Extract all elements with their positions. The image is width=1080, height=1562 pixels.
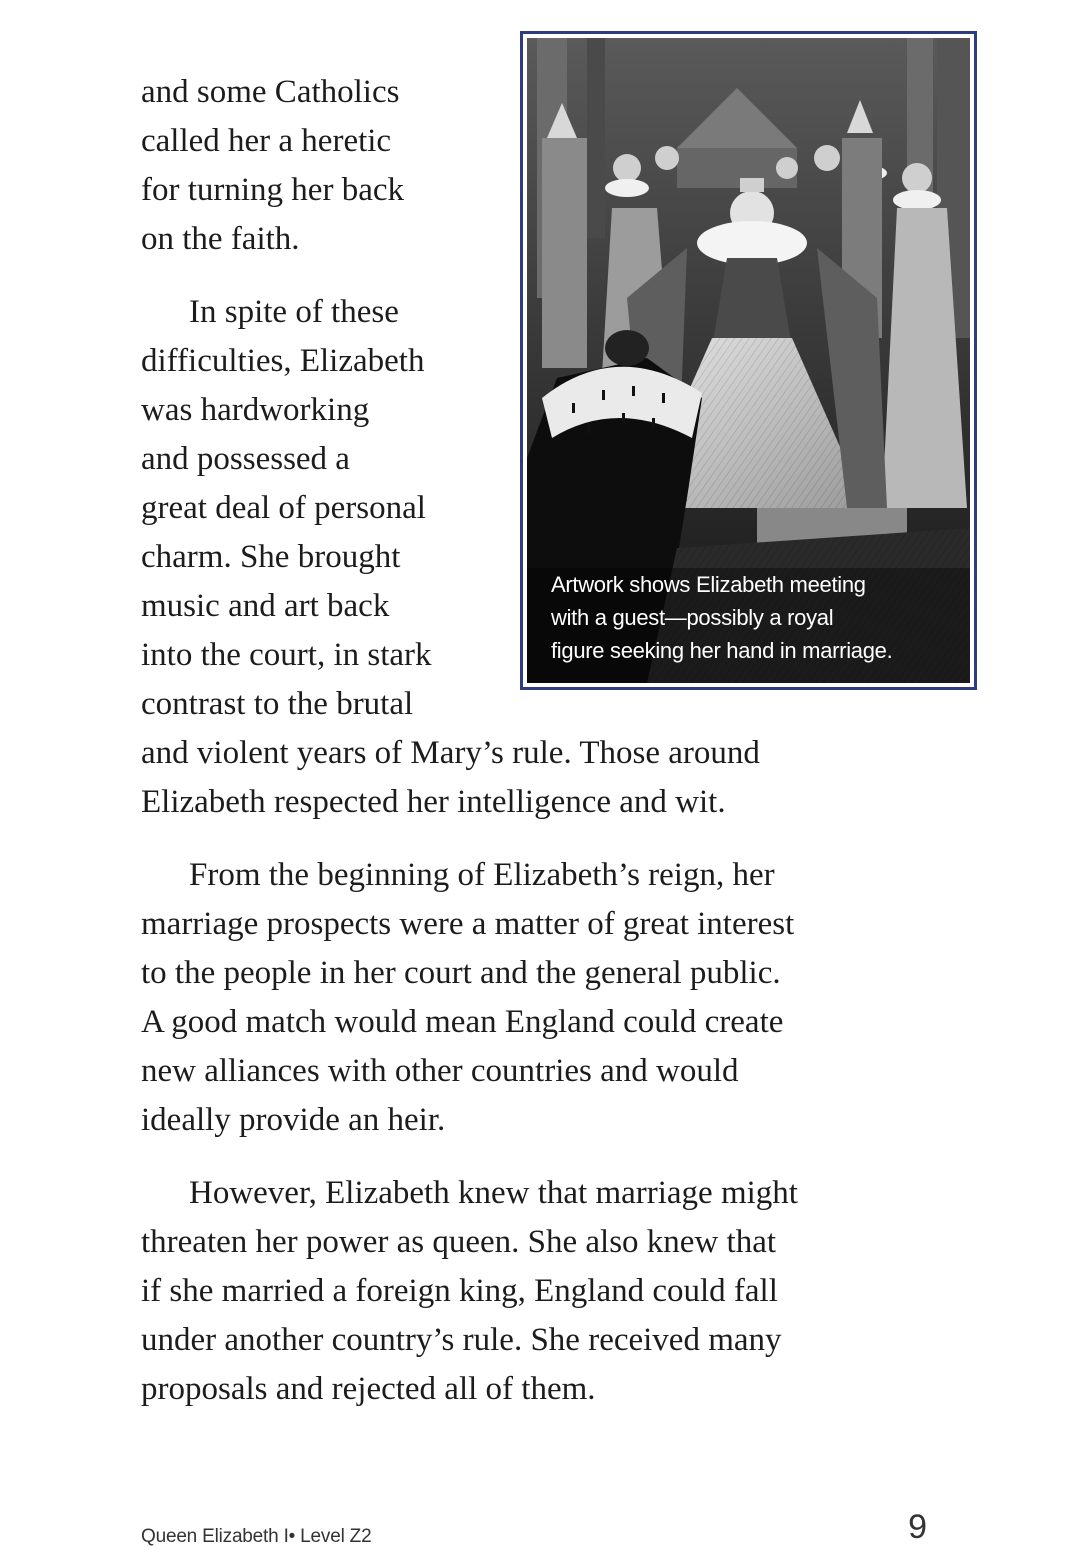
footer-book-title: Queen Elizabeth I• Level Z2	[141, 1526, 372, 1547]
text-line: In spite of these	[189, 294, 399, 330]
paragraph-4	[141, 1169, 941, 1414]
text-line: on the faith.	[141, 221, 300, 257]
figure	[520, 31, 977, 690]
text-line: if she married a foreign king, England could fall	[141, 1273, 778, 1309]
text-line: was hardworking	[141, 392, 370, 428]
page-number: 9	[908, 1508, 927, 1546]
artwork-image	[527, 38, 970, 683]
text-line: A good match would mean England could create	[141, 1004, 784, 1040]
text-line: into the court, in stark	[141, 637, 432, 673]
text-line: to the people in her court and the general public.	[141, 955, 781, 991]
text-line: Elizabeth respected her intelligence and wit.	[141, 784, 726, 820]
text-line: However, Elizabeth knew that marriage might	[189, 1175, 798, 1211]
text-line: threaten her power as queen. She also knew that	[141, 1224, 777, 1260]
text-line: under another country’s rule. She received many	[141, 1322, 782, 1358]
text-line: great deal of personal	[141, 490, 426, 526]
caption-line: Artwork shows Elizabeth meeting	[551, 572, 866, 597]
text-line: proposals and rejected all of them.	[141, 1371, 596, 1407]
text-line: contrast to the brutal	[141, 686, 414, 722]
text-line: called her a heretic	[141, 123, 392, 159]
paragraph-3	[141, 851, 941, 1145]
text-line: and some Catholics	[141, 74, 400, 110]
text-line: difficulties, Elizabeth	[141, 343, 425, 379]
text-line: for turning her back	[141, 172, 404, 208]
text-line: marriage prospects were a matter of great interest	[141, 906, 795, 942]
text-line: charm. She brought	[141, 539, 401, 575]
figure-caption	[551, 568, 951, 667]
caption-line: with a guest—possibly a royal	[551, 605, 834, 630]
text-line: new alliances with other countries and would	[141, 1053, 739, 1089]
text-line: ideally provide an heir.	[141, 1102, 446, 1138]
text-line: music and art back	[141, 588, 390, 624]
caption-line: figure seeking her hand in marriage.	[551, 638, 893, 663]
text-line: and possessed a	[141, 441, 350, 477]
text-line: and violent years of Mary’s rule. Those around	[141, 735, 760, 771]
text-line: From the beginning of Elizabeth’s reign, her	[189, 857, 775, 893]
